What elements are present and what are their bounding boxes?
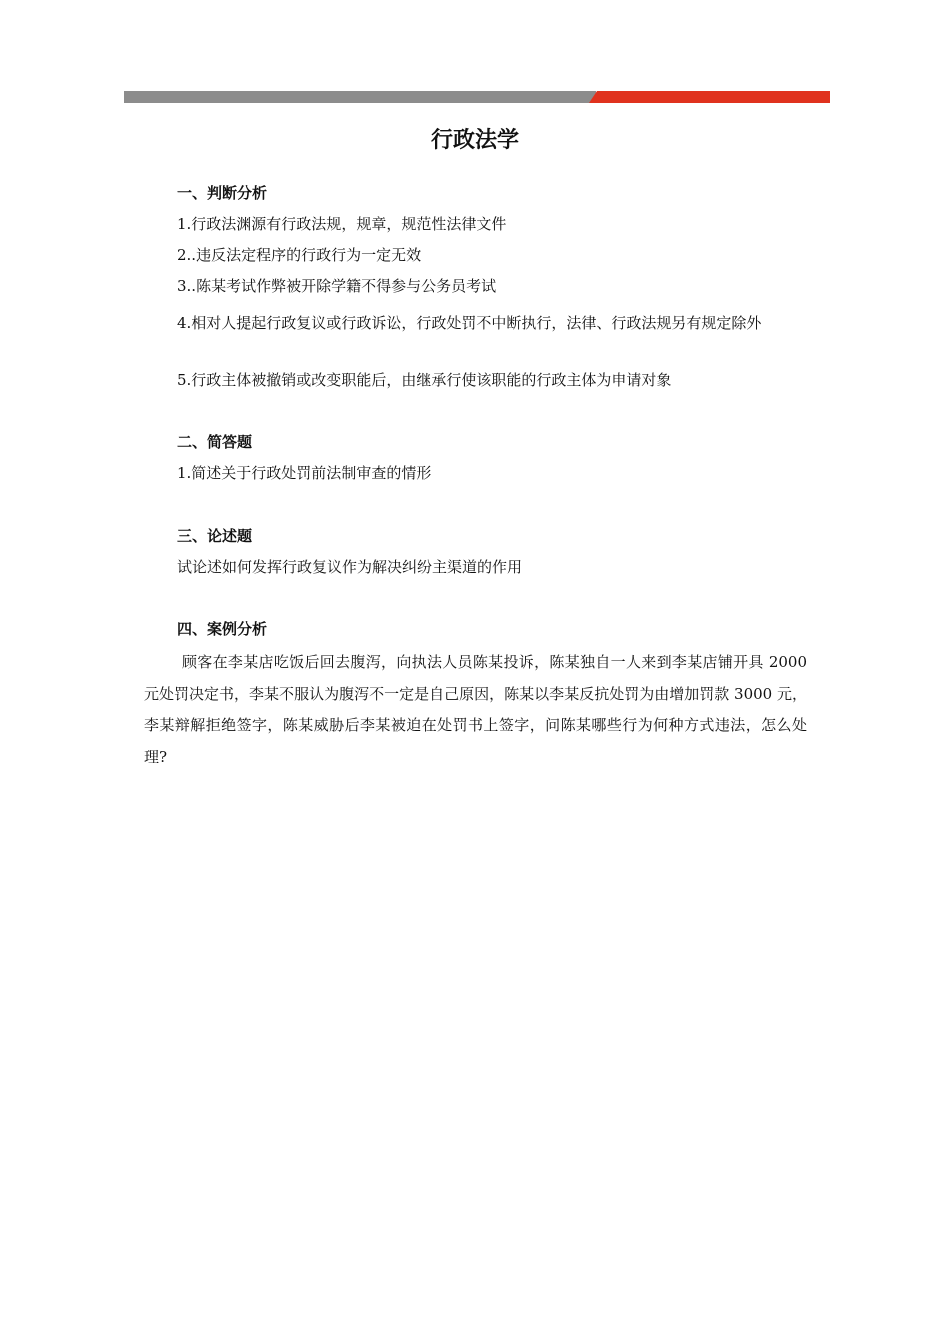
judgment-item-4: 4.相对人提起行政复议或行政诉讼，行政处罚不中断执行，法律、行政法规另有规定除外 [177, 314, 762, 332]
judgment-item-3: 3..陈某考试作弊被开除学籍不得参与公务员考试 [177, 277, 497, 295]
section-heading-case-analysis: 四、案例分析 [177, 620, 268, 638]
case-analysis-paragraph: 顾客在李某店吃饭后回去腹泻，向执法人员陈某投诉，陈某独自一人来到李某店铺开具 2000 元处罚决定书，李某不服认为腹泻不一定是自己原因，陈某以李某反抗处罚为由增加罚款 3000 元，李某辩解拒绝签字，陈某威胁后李某被迫在处罚书上签字，问陈某哪些行为何种方式违法，怎么处理? [144, 653, 807, 766]
header-bar-gray-segment [124, 91, 596, 103]
judgment-item-5: 5.行政主体被撤销或改变职能后，由继承行使该职能的行政主体为申请对象 [177, 371, 672, 389]
section-heading-essay: 三、论述题 [177, 527, 253, 545]
section-heading-judgment: 一、判断分析 [177, 184, 268, 202]
document-title: 行政法学 [430, 128, 519, 153]
short-answer-item-1: 1.简述关于行政处罚前法制审查的情形 [177, 464, 432, 482]
header-decoration-bar [124, 91, 830, 103]
essay-item-1: 试论述如何发挥行政复议作为解决纠纷主渠道的作用 [177, 558, 523, 576]
header-bar-red-segment [589, 91, 830, 103]
section-heading-short-answer: 二、简答题 [177, 433, 253, 451]
judgment-item-2: 2..违反法定程序的行政行为一定无效 [177, 246, 422, 264]
judgment-item-1: 1.行政法渊源有行政法规，规章，规范性法律文件 [177, 215, 507, 233]
